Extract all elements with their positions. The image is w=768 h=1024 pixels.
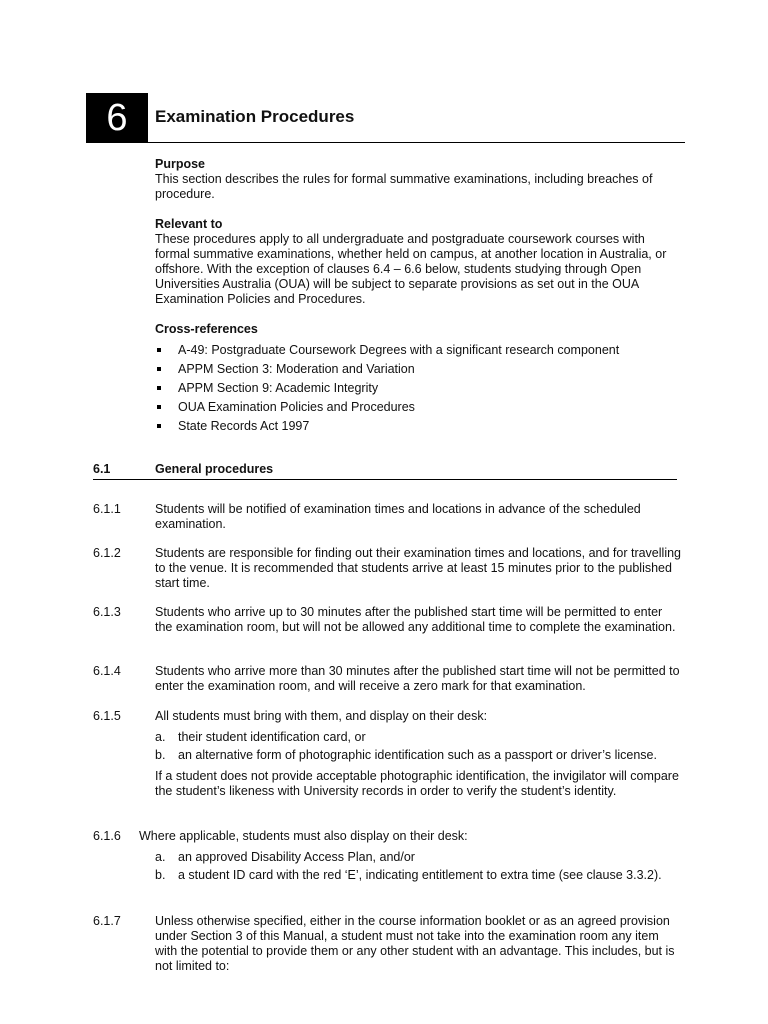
- relevant-heading: Relevant to: [155, 217, 223, 231]
- clause-text: Students who arrive up to 30 minutes after the published start time will be permitted to enter the examination room, but will not be allowed any additional time to complete the examination.: [155, 605, 676, 634]
- clause-text: All students must bring with them, and display on their desk:: [155, 709, 488, 723]
- title-divider: [148, 142, 685, 143]
- list-item: [155, 748, 683, 763]
- chapter-intro: [155, 157, 675, 449]
- clause-text: Students are responsible for finding out their examination times and locations, and for travelling to the venue. It is recommended that students arrive at least 15 minutes prior to the published start time.: [155, 546, 681, 590]
- bullet-icon: [157, 386, 161, 390]
- list-item: [155, 343, 675, 358]
- clause-6-1-2: [93, 546, 683, 591]
- clause-6-1-3: [93, 605, 683, 635]
- clause-6-1-4: [93, 664, 683, 694]
- clause-number: 6.1.7: [93, 914, 121, 928]
- sub-list: [155, 730, 683, 763]
- purpose-heading: Purpose: [155, 157, 206, 171]
- list-item: [155, 419, 675, 434]
- crossref-text: APPM Section 9: Academic Integrity: [178, 381, 379, 395]
- clause-text: Where applicable, students must also display on their desk:: [139, 829, 468, 843]
- clause-text: Students who arrive more than 30 minutes after the published start time will not be permitted to enter the examination room, and will receive a zero mark for that examination.: [155, 664, 680, 693]
- clause-number: 6.1.3: [93, 605, 121, 619]
- crossrefs-heading: Cross-references: [155, 322, 258, 336]
- purpose-block: [155, 157, 675, 202]
- relevant-text: These procedures apply to all undergraduate and postgraduate coursework courses with formal summative examinations, whether held on campus, at another location in Australia, or offshore. With the exception of clauses 6.4 – 6.6 below, students studying through Open Universities Australia (OUA) will be subject to separate provisions as set out in the OUA Examination Policies and Procedures.: [155, 232, 667, 306]
- list-item: [155, 362, 675, 377]
- item-letter: b.: [155, 868, 166, 882]
- list-item: [155, 850, 683, 865]
- section-title: General procedures: [155, 462, 274, 476]
- bullet-icon: [157, 348, 161, 352]
- item-text: their student identification card, or: [178, 730, 366, 744]
- section-number: 6.1: [93, 462, 111, 476]
- clause-6-1-1: [93, 502, 683, 532]
- crossref-text: APPM Section 3: Moderation and Variation: [178, 362, 415, 376]
- list-item: [155, 730, 683, 745]
- list-item: [155, 381, 675, 396]
- item-letter: a.: [155, 730, 166, 744]
- purpose-text: This section describes the rules for formal summative examinations, including breaches of procedure.: [155, 172, 653, 201]
- crossref-text: A-49: Postgraduate Coursework Degrees with a significant research component: [178, 343, 620, 357]
- list-item: [155, 868, 683, 883]
- list-item: [155, 400, 675, 415]
- crossrefs-list: [155, 343, 675, 434]
- item-text: an alternative form of photographic identification such as a passport or driver’s license.: [178, 748, 657, 762]
- item-text: an approved Disability Access Plan, and/or: [178, 850, 415, 864]
- crossrefs-block: [155, 322, 675, 434]
- clause-number: 6.1.6: [93, 829, 121, 843]
- clause-6-1-6: [93, 829, 683, 886]
- bullet-icon: [157, 367, 161, 371]
- clause-text: Students will be notified of examination times and locations in advance of the scheduled examination.: [155, 502, 641, 531]
- clause-number: 6.1.2: [93, 546, 121, 560]
- chapter-number-box: 6: [86, 93, 148, 143]
- section-divider: [93, 479, 677, 480]
- bullet-icon: [157, 424, 161, 428]
- clause-6-1-5: [93, 709, 683, 799]
- item-letter: a.: [155, 850, 166, 864]
- clause-number: 6.1.1: [93, 502, 121, 516]
- clause-number: 6.1.5: [93, 709, 121, 723]
- sub-list: [155, 850, 683, 883]
- crossref-text: OUA Examination Policies and Procedures: [178, 400, 415, 414]
- chapter-title: Examination Procedures: [155, 107, 355, 126]
- clause-followup-text: If a student does not provide acceptable photographic identification, the invigilator will compare the student’s likeness with University records in order to verify the student’s identity.: [155, 769, 679, 798]
- bullet-icon: [157, 405, 161, 409]
- relevant-block: [155, 217, 675, 307]
- clause-6-1-7: [93, 914, 683, 974]
- item-text: a student ID card with the red ‘E’, indicating entitlement to extra time (see clause 3.3.2).: [178, 868, 662, 882]
- item-letter: b.: [155, 748, 166, 762]
- clause-number: 6.1.4: [93, 664, 121, 678]
- crossref-text: State Records Act 1997: [178, 419, 310, 433]
- clause-text: Unless otherwise specified, either in the course information booklet or as an agreed provision under Section 3 of this Manual, a student must not take into the examination room any item with the potential to provide them or any other student with an advantage. This includes, but is not limited to:: [155, 914, 675, 973]
